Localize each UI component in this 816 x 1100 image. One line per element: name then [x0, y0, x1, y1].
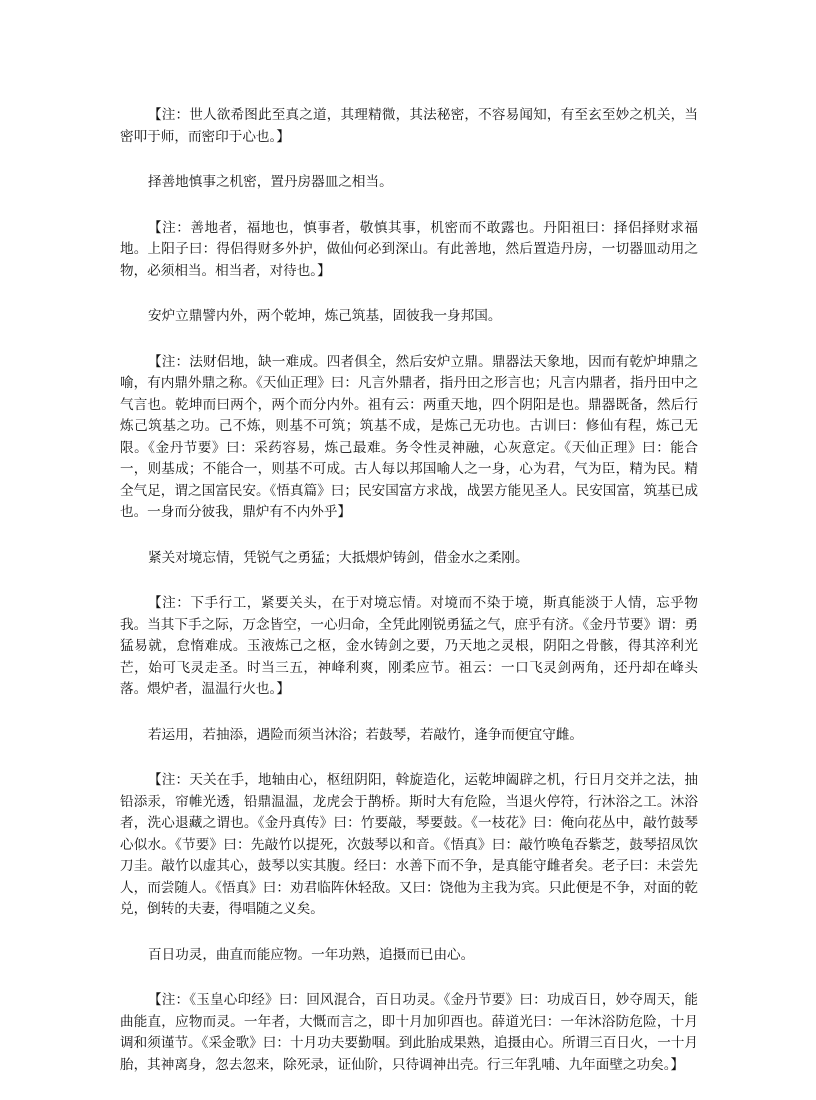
text-paragraph: 紧关对境忘情，凭锐气之勇猛；大抵煨炉铸剑，借金水之柔刚。 — [148, 549, 529, 566]
note-paragraph: 【注：下手行工，紧要关头，在于对境忘情。对境而不染于境，斯真能淡于人情，忘乎物我。当其下手之际，万念皆空，一心归命，全凭此刚锐勇猛之气，庶乎有济。《金丹节要》谓：勇猛易就，怠惰难成。玉液炼己之枢，金水铸剑之要，乃天地之灵根，阴阳之骨骸，得其淬利光芒，始可飞灵走圣。时当三五，神峰利爽，刚柔应节。祖云：一口飞灵剑两角，还丹却在峰头落。煨炉者，温温行火也。】 — [120, 595, 698, 697]
text-paragraph: 若运用，若抽添，遇险而须当沐浴；若鼓琴，若敲竹，逢争而便宜守雌。 — [148, 726, 583, 743]
note-paragraph: 【注：世人欲希图此至真之道，其理精微，其法秘密，不容易闻知，有至玄至妙之机关，当密叩于师，而密印于心也。】 — [120, 107, 698, 145]
note-paragraph: 【注：法财侣地，缺一难成。四者俱全，然后安炉立鼎。鼎器法天象地，因而有乾炉坤鼎之喻，有内鼎外鼎之称。《天仙正理》曰：凡言外鼎者，指丹田之形言也；凡言内鼎者，指丹田中之气言也。乾坤而曰两个，两个而分内外。祖有云：两重天地，四个阴阳是也。鼎器既备，然后行炼己筑基之功。己不炼，则基不可筑；筑基不成，是炼己无功也。古训曰：修仙有程，炼己无限。《金丹节要》曰：采药容易，炼己最难。务令性灵神融，心灰意定。《天仙正理》曰：能合一，则基成；不能合一，则基不可成。古人每以邦国喻人之一身，心为君，气为臣，精为民。精全气足，谓之国富民安。《悟真篇》曰；民安国富方求战，战罢方能见圣人。民安国富，筑基已成也。一身而分彼我，鼎炉有不内外乎】 — [120, 353, 698, 520]
note-paragraph: 【注：善地者，福地也，慎事者，敬慎其事，机密而不敢露也。丹阳祖曰：择侣择财求福地。上阳子曰：得侣得财多外护，做仙何必到深山。有此善地，然后置造丹房，一切器皿动用之物，必须相当。相当者，对待也。】 — [120, 219, 698, 279]
document-page — [120, 105, 698, 1100]
note-paragraph: 【注：《玉皇心印经》曰：回风混合，百日功灵。《金丹节要》曰：功成百日，妙夺周天，能曲能直，应物而灵。一年者，大慨而言之，即十月加卯酉也。薛道光曰：一年沐浴防危险，十月调和须谨节。《采金歌》曰：十月功夫要勤啯。到此胎成果熟，追摄由心。所谓三百日火，一十月胎，其神离身，忽去忽来，除死录，证仙阶，只待调神出壳。行三年乳哺、九年面壁之功矣。】 — [120, 992, 698, 1073]
text-paragraph: 百日功灵，曲直而能应物。一年功熟，追摄而已由心。 — [148, 946, 475, 963]
text-paragraph: 择善地慎事之机密，置丹房器皿之相当。 — [148, 174, 393, 190]
text-paragraph: 安炉立鼎譬内外，两个乾坤，炼己筑基，固彼我一身邦国。 — [148, 308, 502, 324]
note-paragraph: 【注：天关在手，地轴由心，枢纽阴阳，斡旋造化，运乾坤阖辟之机，行日月交并之法，抽铅添汞，帘帷光透，铅鼎温温，龙虎会于鹊桥。斯时大有危险，当退火停符，行沐浴之工。沐浴者，洗心退藏之谓也。《金丹真传》曰：竹要敲，琴要鼓。《一枝花》曰：俺向花丛中，敲竹鼓琴心似水。《节要》曰：先敲竹以提死，次鼓琴以和音。《悟真》曰：敲竹唤龟吞紫芝，鼓琴招凤饮刀圭。敲竹以虚其心，鼓琴以实其腹。经曰：水善下而不争，是真能守雌者矣。老子曰：未尝先人，而尝随人。《悟真》曰：劝君临阵休轻敌。又曰：饶他为主我为宾。只此便是不争，对面的乾兑，倒转的夫妻，得唱随之义矣。 — [120, 772, 698, 917]
